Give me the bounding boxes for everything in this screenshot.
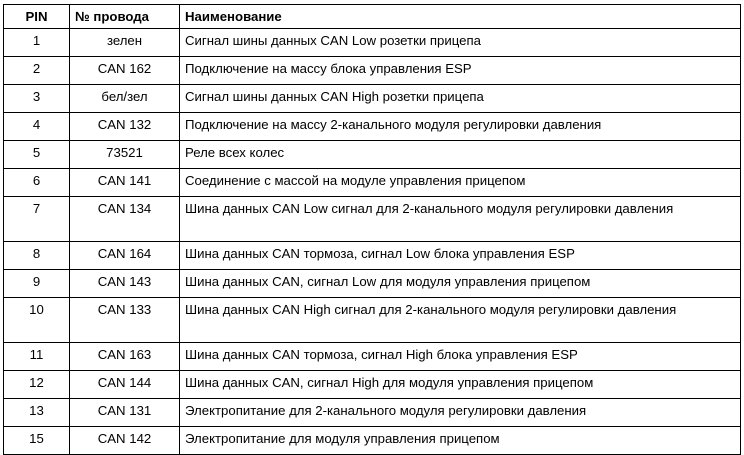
table-row: [4, 57, 741, 85]
wire-cell: бел/зел: [70, 85, 180, 113]
pin-cell: 10: [4, 298, 70, 343]
header-wire-number: № провода: [70, 5, 180, 29]
name-cell: Электропитание для 2-канального модуля регулировки давления: [180, 399, 741, 427]
wire-cell: CAN 162: [70, 57, 180, 85]
name-cell: Шина данных CAN Low сигнал для 2-канального модуля регулировки давления: [180, 197, 741, 242]
wire-cell: CAN 132: [70, 113, 180, 141]
wire-cell: CAN 164: [70, 242, 180, 270]
name-cell: Шина данных CAN, сигнал High для модуля управления прицепом: [180, 371, 741, 399]
table-row: [4, 427, 741, 455]
pin-cell: 8: [4, 242, 70, 270]
pin-cell: 1: [4, 29, 70, 57]
pin-assignment-table: [3, 4, 741, 455]
name-cell: Подключение на массу 2-канального модуля регулировки давления: [180, 113, 741, 141]
table-row: [4, 399, 741, 427]
wire-cell: CAN 141: [70, 169, 180, 197]
header-name: Наименование: [180, 5, 741, 29]
table-row: [4, 85, 741, 113]
wire-cell: CAN 143: [70, 270, 180, 298]
header-pin: PIN: [4, 5, 70, 29]
wire-cell: CAN 134: [70, 197, 180, 242]
table-row: [4, 141, 741, 169]
name-cell: Сигнал шины данных CAN Low розетки прицепа: [180, 29, 741, 57]
wire-cell: CAN 131: [70, 399, 180, 427]
table-header-row: [4, 5, 741, 29]
pin-cell: 4: [4, 113, 70, 141]
pin-cell: 2: [4, 57, 70, 85]
name-cell: Шина данных CAN тормоза, сигнал Low блока управления ESP: [180, 242, 741, 270]
pin-cell: 6: [4, 169, 70, 197]
name-cell: Сигнал шины данных CAN High розетки прицепа: [180, 85, 741, 113]
name-cell: Шина данных CAN тормоза, сигнал High блока управления ESP: [180, 343, 741, 371]
table-row: [4, 169, 741, 197]
table-row: [4, 270, 741, 298]
table-row: [4, 113, 741, 141]
table-row: [4, 242, 741, 270]
pin-cell: 3: [4, 85, 70, 113]
wire-cell: 73521: [70, 141, 180, 169]
pin-cell: 11: [4, 343, 70, 371]
wire-cell: CAN 144: [70, 371, 180, 399]
name-cell: Подключение на массу блока управления ESP: [180, 57, 741, 85]
pin-cell: 5: [4, 141, 70, 169]
pin-cell: 13: [4, 399, 70, 427]
name-cell: Реле всех колес: [180, 141, 741, 169]
pin-cell: 12: [4, 371, 70, 399]
wire-cell: CAN 133: [70, 298, 180, 343]
name-cell: Шина данных CAN High сигнал для 2-канального модуля регулировки давления: [180, 298, 741, 343]
table-row: [4, 197, 741, 242]
wire-cell: CAN 142: [70, 427, 180, 455]
table-row: [4, 29, 741, 57]
wire-cell: зелен: [70, 29, 180, 57]
table-row: [4, 298, 741, 343]
table-row: [4, 343, 741, 371]
wire-cell: CAN 163: [70, 343, 180, 371]
pin-cell: 9: [4, 270, 70, 298]
name-cell: Электропитание для модуля управления прицепом: [180, 427, 741, 455]
pin-cell: 7: [4, 197, 70, 242]
pin-cell: 15: [4, 427, 70, 455]
name-cell: Шина данных CAN, сигнал Low для модуля управления прицепом: [180, 270, 741, 298]
table-row: [4, 371, 741, 399]
name-cell: Соединение с массой на модуле управления прицепом: [180, 169, 741, 197]
